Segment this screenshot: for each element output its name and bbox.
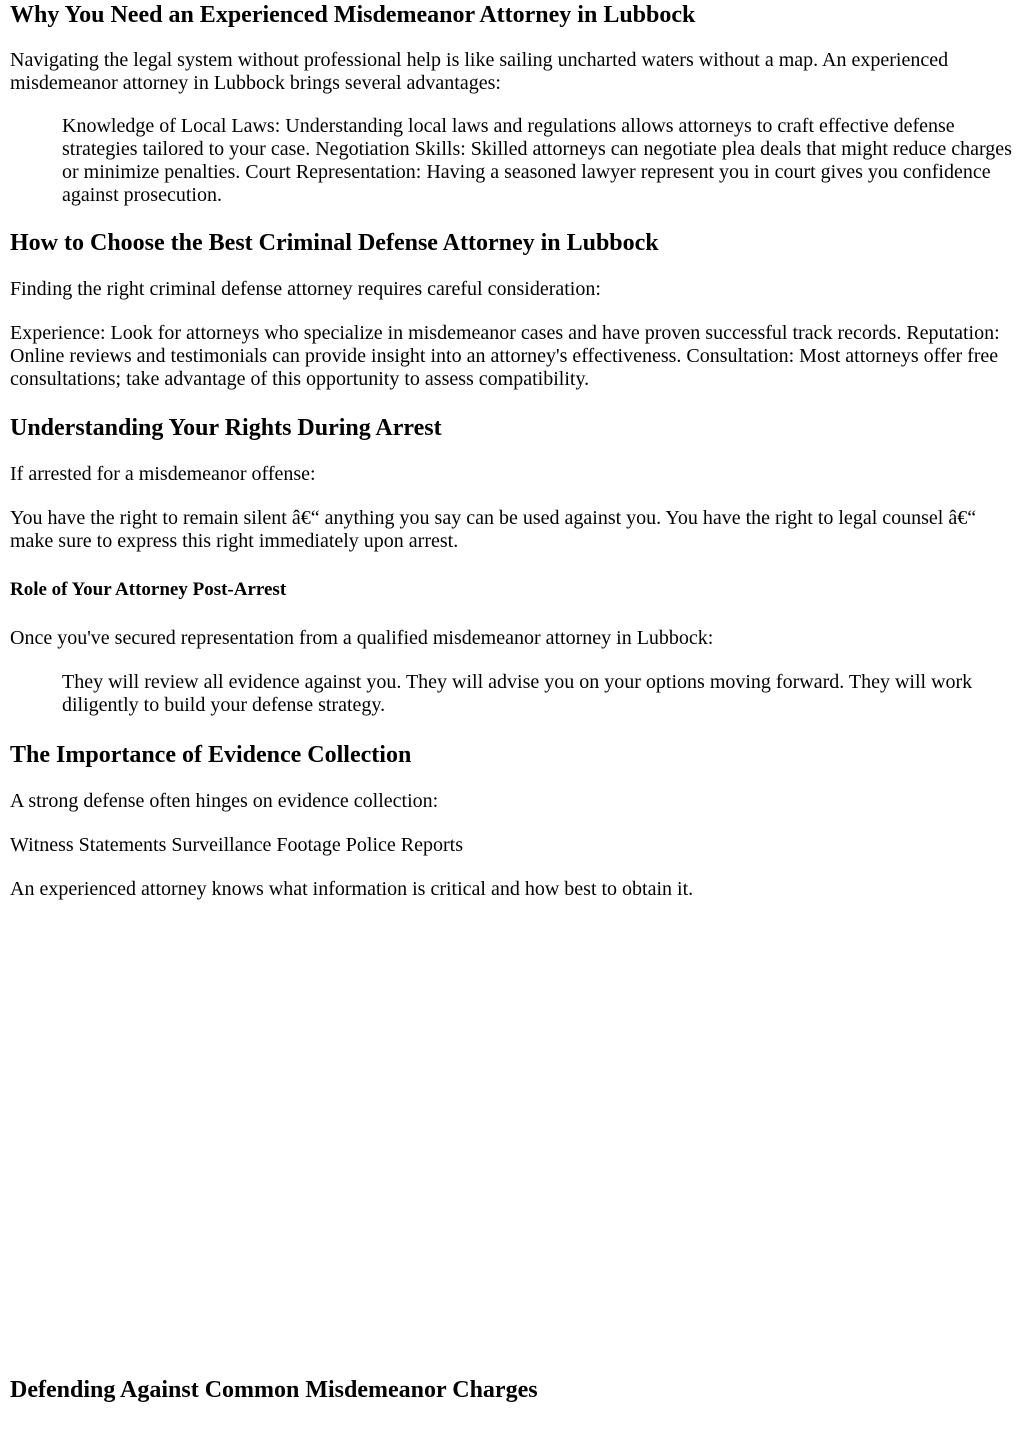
paragraph-attorney-knows: An experienced attorney knows what information is critical and how best to obtain it. bbox=[10, 878, 694, 900]
blockquote-attorney-duties: They will review all evidence against you. They will advise you on your options moving forward. They will work diligently to build your defense strategy. bbox=[62, 671, 973, 716]
paragraph-your-rights: You have the right to remain silent â€“ anything you say can be used against you. You have the right to legal counsel â€“ make sure to express this right immediately upon arrest. bbox=[10, 507, 977, 552]
heading-rights-during-arrest: Understanding Your Rights During Arrest bbox=[10, 415, 442, 441]
paragraph-secured-representation: Once you've secured representation from a qualified misdemeanor attorney in Lubbock: bbox=[10, 627, 714, 649]
blockquote-attorney-advantages: Knowledge of Local Laws: Understanding local laws and regulations allows attorneys to craft effective defense strategies tailored to your case. Negotiation Skills: Skilled attorneys can negotiate plea deals that might reduce charges or minimize penalties. Court Representation: Having a seasoned lawyer represent you in court gives you confidence against prosecution. bbox=[62, 115, 1012, 206]
heading-choose-defense-attorney: How to Choose the Best Criminal Defense Attorney in Lubbock bbox=[10, 230, 659, 256]
paragraph-selection-criteria: Experience: Look for attorneys who specialize in misdemeanor cases and have proven successful track records. Reputation: Online reviews and testimonials can provide insight into an attorney's effectiveness. Consultation: Most attorneys offer free consultations; take advantage of this opportunity to assess compatibility. bbox=[10, 322, 1000, 390]
heading-why-experienced-attorney: Why You Need an Experienced Misdemeanor Attorney in Lubbock bbox=[10, 2, 696, 28]
heading-evidence-collection: The Importance of Evidence Collection bbox=[10, 742, 412, 768]
paragraph-evidence-types: Witness Statements Surveillance Footage Police Reports bbox=[10, 834, 463, 856]
article-body bbox=[10, 0, 1014, 901]
heading-role-post-arrest: Role of Your Attorney Post-Arrest bbox=[10, 579, 287, 600]
paragraph-if-arrested: If arrested for a misdemeanor offense: bbox=[10, 463, 316, 485]
paragraph-navigating-legal-system: Navigating the legal system without professional help is like sailing uncharted waters without a map. An experienced misdemeanor attorney in Lubbock brings several advantages: bbox=[10, 49, 949, 94]
paragraph-strong-defense: A strong defense often hinges on evidence collection: bbox=[10, 790, 439, 812]
paragraph-finding-attorney: Finding the right criminal defense attorney requires careful consideration: bbox=[10, 278, 601, 300]
heading-defending-charges: Defending Against Common Misdemeanor Charges bbox=[10, 1377, 538, 1403]
